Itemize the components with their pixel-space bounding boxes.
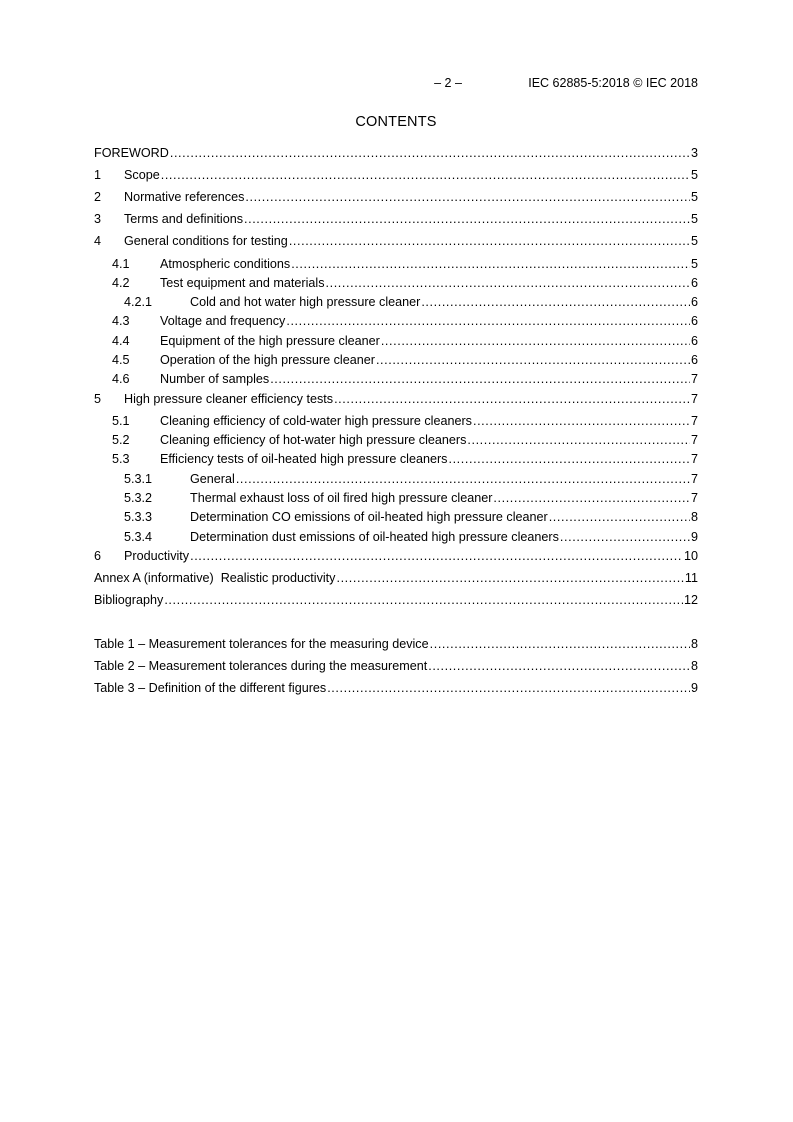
- toc-page: 5: [690, 257, 698, 271]
- toc-title: Efficiency tests of oil-heated high pressure cleaners: [160, 452, 448, 466]
- toc-number: 5.3.3: [124, 510, 153, 524]
- toc-entry-5-3-1[interactable]: [124, 471, 698, 487]
- toc-page: 6: [690, 334, 698, 348]
- toc-number: 4.5: [112, 353, 130, 367]
- toc-page: 7: [690, 491, 698, 505]
- toc-page: 7: [690, 472, 698, 486]
- toc-title: Equipment of the high pressure cleaner: [160, 334, 380, 348]
- dot-leader: [421, 294, 690, 310]
- toc-title: Atmospheric conditions: [160, 257, 291, 271]
- toc-number: 6: [94, 549, 102, 563]
- toc-number: 2: [94, 190, 102, 204]
- toc-entry-5-3-4[interactable]: [124, 529, 698, 545]
- toc-page: 8: [690, 659, 698, 673]
- toc-title: Normative references: [124, 190, 245, 204]
- toc-number: 4.2: [112, 276, 130, 290]
- contents-title: CONTENTS: [355, 114, 437, 130]
- dot-leader: [286, 313, 690, 329]
- dot-leader: [245, 189, 690, 205]
- dot-leader: [493, 490, 690, 506]
- toc-entry-4-1[interactable]: [112, 256, 698, 272]
- table-list-entry-3[interactable]: [94, 680, 698, 696]
- toc-number: 5.3: [112, 452, 130, 466]
- toc-title: Bibliography: [94, 593, 164, 607]
- toc-number: 5.3.4: [124, 530, 153, 544]
- toc-title: Cold and hot water high pressure cleaner: [190, 295, 421, 309]
- toc-title: High pressure cleaner efficiency tests: [124, 392, 334, 406]
- toc-page: 7: [690, 372, 698, 386]
- toc-page: 12: [683, 593, 698, 607]
- toc-number: 5.3.2: [124, 491, 153, 505]
- toc-title: Cleaning efficiency of hot-water high pressure cleaners: [160, 433, 467, 447]
- dot-leader: [170, 145, 690, 161]
- toc-number: 4.2.1: [124, 295, 153, 309]
- toc-page: 5: [690, 168, 698, 182]
- toc-page: 3: [690, 146, 698, 160]
- toc-title: Operation of the high pressure cleaner: [160, 353, 375, 367]
- dot-leader: [270, 371, 690, 387]
- document-id: IEC 62885-5:2018 © IEC 2018: [528, 76, 698, 90]
- toc-entry-5-1[interactable]: [112, 413, 698, 429]
- dot-leader: [428, 658, 690, 674]
- toc-page: 9: [690, 681, 698, 695]
- toc-number: 4.6: [112, 372, 130, 386]
- toc-entry-bibliography[interactable]: [94, 592, 698, 608]
- dot-leader: [164, 592, 683, 608]
- table-title: Table 1 – Measurement tolerances for the measuring device: [94, 637, 429, 651]
- toc-entry-annex-a[interactable]: [94, 570, 698, 586]
- dot-leader: [473, 413, 690, 429]
- toc-title: Determination CO emissions of oil-heated high pressure cleaner: [190, 510, 548, 524]
- toc-number: 5.1: [112, 414, 130, 428]
- dot-leader: [327, 680, 690, 696]
- dot-leader: [190, 548, 683, 564]
- dot-leader: [560, 529, 690, 545]
- toc-page: 9: [690, 530, 698, 544]
- toc-title: Test equipment and materials: [160, 276, 325, 290]
- toc-number: 1: [94, 168, 102, 182]
- toc-title: General: [190, 472, 235, 486]
- toc-page: 7: [690, 392, 698, 406]
- toc-entry-normative-references[interactable]: [94, 189, 698, 205]
- toc-entry-4-5[interactable]: [112, 352, 698, 368]
- toc-page: 5: [690, 212, 698, 226]
- toc-title: FOREWORD: [94, 146, 169, 160]
- toc-entry-5-2[interactable]: [112, 432, 698, 448]
- toc-page: 10: [683, 549, 698, 563]
- toc-entry-productivity[interactable]: [94, 548, 698, 564]
- dot-leader: [549, 509, 690, 525]
- toc-entry-foreword[interactable]: [94, 145, 698, 161]
- dot-leader: [161, 167, 690, 183]
- toc-entry-5-3[interactable]: [112, 451, 698, 467]
- toc-title: Determination dust emissions of oil-heated high pressure cleaners: [190, 530, 559, 544]
- toc-title: Terms and definitions: [124, 212, 244, 226]
- dot-leader: [289, 233, 690, 249]
- dot-leader: [467, 432, 690, 448]
- toc-title: Productivity: [124, 549, 190, 563]
- toc-number: 5: [94, 392, 102, 406]
- toc-title: Number of samples: [160, 372, 270, 386]
- toc-page: 6: [690, 353, 698, 367]
- dot-leader: [381, 333, 690, 349]
- toc-title: Annex A (informative) Realistic productivity: [94, 571, 336, 585]
- dot-leader: [334, 391, 690, 407]
- table-title: Table 2 – Measurement tolerances during the measurement: [94, 659, 428, 673]
- toc-page: 8: [690, 510, 698, 524]
- toc-number: 5.3.1: [124, 472, 153, 486]
- toc-number: 4.3: [112, 314, 130, 328]
- toc-page: 7: [690, 433, 698, 447]
- toc-page: 5: [690, 234, 698, 248]
- toc-entry-efficiency-tests[interactable]: [94, 391, 698, 407]
- table-list-entry-1[interactable]: [94, 636, 698, 652]
- dot-leader: [448, 451, 690, 467]
- toc-page: 5: [690, 190, 698, 204]
- toc-entry-4-2[interactable]: [112, 275, 698, 291]
- toc-page: 6: [690, 314, 698, 328]
- toc-title: Voltage and frequency: [160, 314, 286, 328]
- toc-entry-4-2-1[interactable]: [124, 294, 698, 310]
- toc-entry-5-3-2[interactable]: [124, 490, 698, 506]
- dot-leader: [336, 570, 683, 586]
- dot-leader: [430, 636, 690, 652]
- toc-title: Thermal exhaust loss of oil fired high pressure cleaner: [190, 491, 493, 505]
- table-title: Table 3 – Definition of the different figures: [94, 681, 327, 695]
- toc-page: 8: [690, 637, 698, 651]
- toc-entry-5-3-3[interactable]: [124, 509, 698, 525]
- toc-entry-4-6[interactable]: [112, 371, 698, 387]
- toc-entry-terms[interactable]: [94, 211, 698, 227]
- toc-number: 3: [94, 212, 102, 226]
- page-header: [94, 76, 698, 92]
- toc-number: 4: [94, 234, 102, 248]
- page-number: – 2 –: [434, 76, 462, 90]
- toc-page: 6: [690, 295, 698, 309]
- toc-entry-scope[interactable]: [94, 167, 698, 183]
- toc-page: 7: [690, 414, 698, 428]
- dot-leader: [326, 275, 690, 291]
- toc-number: 4.4: [112, 334, 130, 348]
- toc-entry-4-4[interactable]: [112, 333, 698, 349]
- toc-title: Cleaning efficiency of cold-water high pressure cleaners: [160, 414, 472, 428]
- dot-leader: [236, 471, 690, 487]
- toc-page: 7: [690, 452, 698, 466]
- dot-leader: [376, 352, 690, 368]
- dot-leader: [291, 256, 690, 272]
- toc-title: General conditions for testing: [124, 234, 288, 248]
- toc-title: Scope: [124, 168, 160, 182]
- dot-leader: [244, 211, 690, 227]
- toc-entry-4-3[interactable]: [112, 313, 698, 329]
- toc-page: 11: [684, 571, 698, 585]
- toc-entry-general-conditions[interactable]: [94, 233, 698, 249]
- toc-number: 5.2: [112, 433, 130, 447]
- toc-number: 4.1: [112, 257, 130, 271]
- toc-page: 6: [690, 276, 698, 290]
- table-list-entry-2[interactable]: [94, 658, 698, 674]
